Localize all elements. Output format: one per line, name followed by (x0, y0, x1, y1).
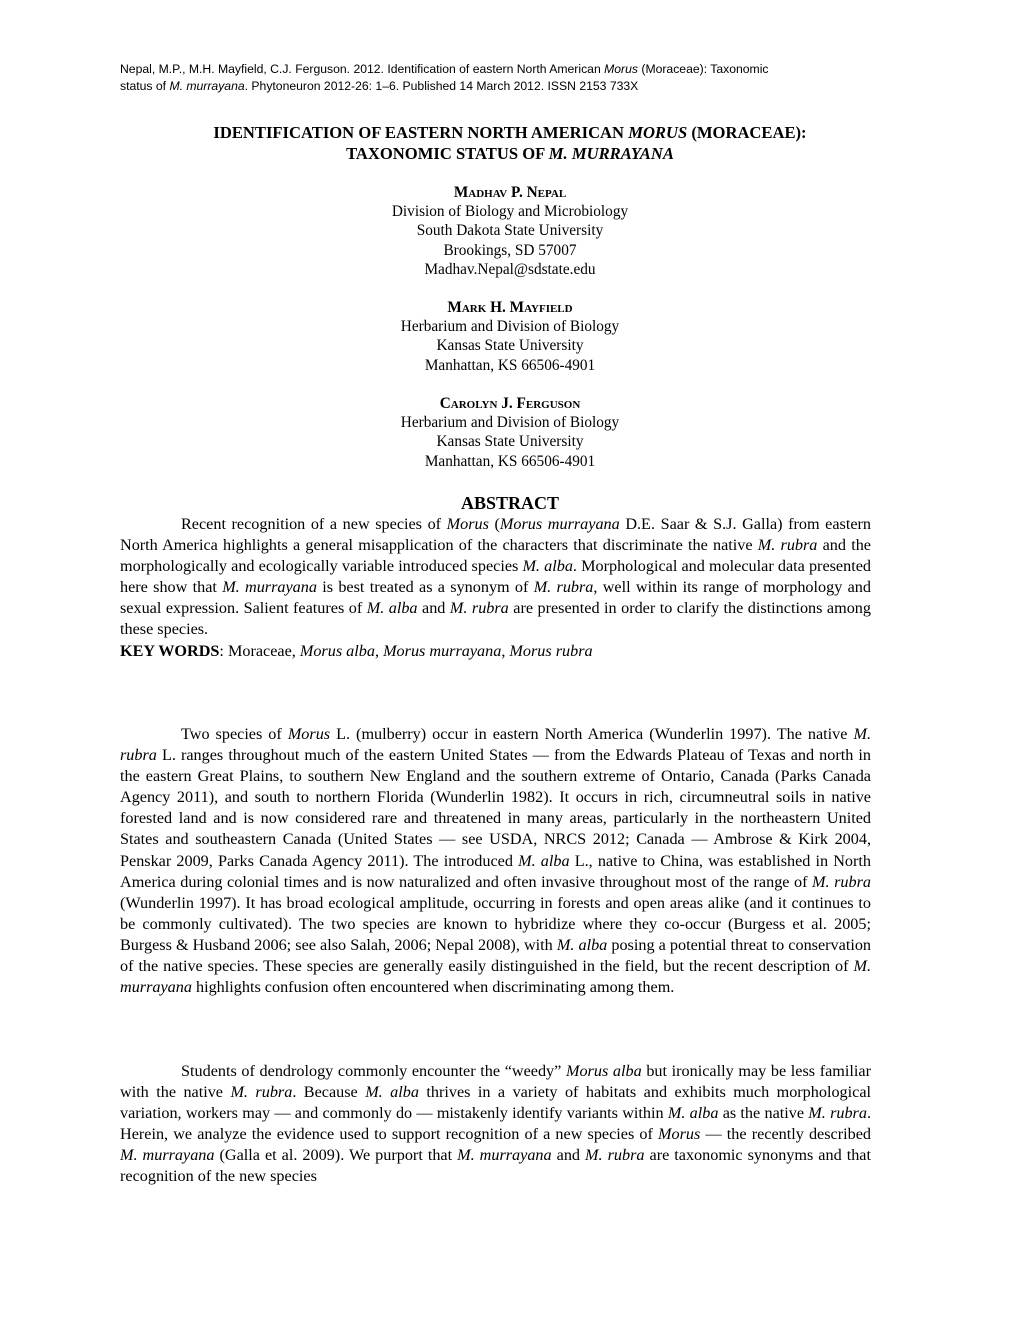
affiliation-line: Kansas State University (436, 433, 584, 451)
author-block-ferguson (120, 394, 900, 471)
citation-line-2: status of M. murrayana. Phytoneuron 2012-26: 1–6. Published 14 March 2012. ISSN 2153 733X (120, 78, 639, 93)
abstract-heading: ABSTRACT (460, 493, 560, 513)
author-name: Carolyn J. Ferguson (439, 395, 581, 412)
citation-line-1: Nepal, M.P., M.H. Mayfield, C.J. Ferguson. 2012. Identification of eastern North American Morus (Moraceae): Taxonomic (120, 62, 769, 76)
abstract-body (120, 514, 871, 662)
affiliation-line: Herbarium and Division of Biology (400, 414, 620, 432)
affiliation-line: Herbarium and Division of Biology (400, 318, 620, 336)
author-block-nepal (120, 183, 900, 279)
affiliation-line: Manhattan, KS 66506-4901 (424, 356, 596, 374)
author-block-mayfield (120, 298, 900, 375)
abstract-paragraph: Recent recognition of a new species of Morus (Morus murrayana D.E. Saar & S.J. Galla) from eastern North America highlights a general misapplication of the characters that discriminate the native M. rubra and the morphologically and ecologically variable introduced species M. alba. Morphological and molecular data presented here show that M. murrayana is best treated as a synonym of M. rubra, well within its range of morphology and sexual expression. Salient features of M. alba and M. rubra are presented in order to clarify the distinctions among these species. (120, 515, 872, 639)
paper-title: IDENTIFICATION OF EASTERN NORTH AMERICAN MORUS (MORACEAE): TAXONOMIC STATUS OF M. MURRAYANA (213, 123, 807, 163)
affiliation-line: Division of Biology and Microbiology (391, 203, 629, 221)
author-email: Madhav.Nepal@sdstate.edu (424, 260, 596, 278)
keywords-line: KEY WORDS: Moraceae, Morus alba, Morus murrayana, Morus rubra (120, 641, 593, 660)
affiliation-line: Kansas State University (436, 337, 584, 355)
citation-header (120, 61, 880, 94)
affiliation-line: Manhattan, KS 66506-4901 (424, 452, 596, 470)
author-name: Mark H. Mayfield (447, 299, 573, 316)
body-paragraph-2: Students of dendrology commonly encounter the “weedy” Morus alba but ironically may be less familiar with the native M. rubra. Because M. alba thrives in a variety of habitats and exhibits much morphological variation, workers may — and commonly do — mistakenly identify variants within M. alba as the native M. rubra. Herein, we analyze the evidence used to support recognition of a new species of Morus — the recently described M. murrayana (Galla et al. 2009). We purport that M. murrayana and M. rubra are taxonomic synonyms and that recognition of the new species (120, 1062, 872, 1186)
body-paragraph-1: Two species of Morus L. (mulberry) occur in eastern North America (Wunderlin 1997). The native M. rubra L. ranges throughout much of the eastern United States — from the Edwards Plateau of Texas and north in the eastern Great Plains, to southern New England and the southern extreme of Ontario, Canada (Parks Canada Agency 2011), and south to northern Florida (Wunderlin 1982). It occurs in rich, circumneutral soils in native forested land and is now considered rare and threatened in many areas, particularly in the northeastern United States and southeastern Canada (United States — see USDA, NRCS 2012; Canada — Ambrose & Kirk 2004, Penskar 2009, Parks Canada Agency 2011). The introduced M. alba L., native to China, was established in North America during colonial times and is now naturalized and often invasive throughout most of the range of M. rubra (Wunderlin 1997). It has broad ecological amplitude, occurring in forests and open areas alike (and it continues to be commonly cultivated). The two species are known to hybridize where they co-occur (Burgess et al. 2005; Burgess & Husband 2006; see also Salah, 2006; Nepal 2008), with M. alba posing a potential threat to conservation of the native species. These species are generally easily distinguished in the field, but the recent description of M. murrayana highlights confusion often encountered when discriminating among them. (120, 725, 872, 997)
affiliation-line: Brookings, SD 57007 (443, 241, 577, 259)
keywords-label: KEY WORDS (120, 641, 220, 660)
affiliation-line: South Dakota State University (416, 222, 604, 240)
author-name: Madhav P. Nepal (453, 184, 567, 201)
